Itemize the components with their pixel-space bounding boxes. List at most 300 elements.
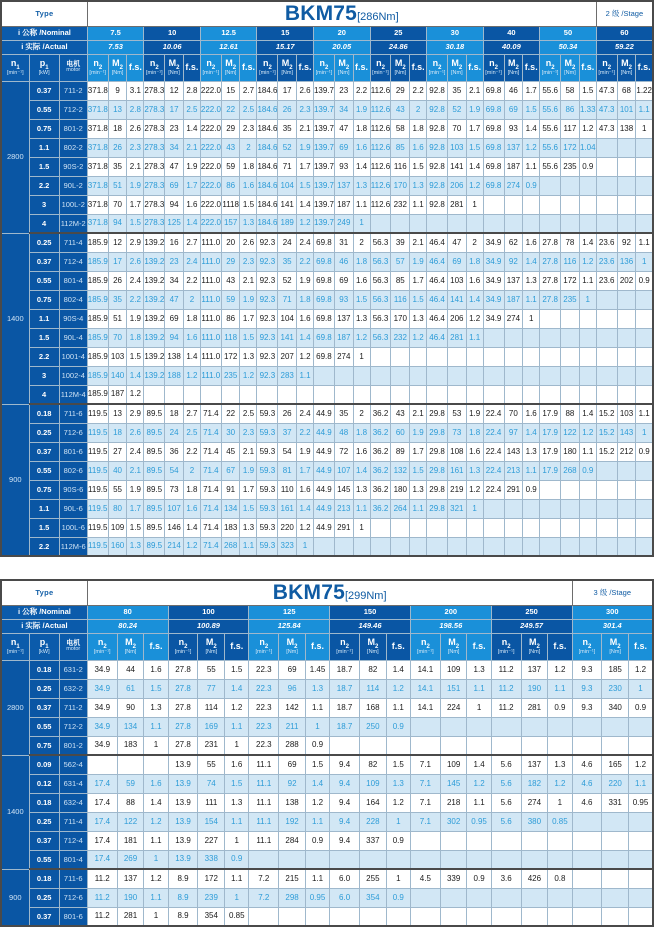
output-torque-value xyxy=(617,214,636,233)
output-speed-value: 34.9 xyxy=(483,252,504,271)
output-speed-value: 11.2 xyxy=(491,698,521,717)
output-torque-value: 165 xyxy=(602,755,629,774)
table-row xyxy=(1,385,653,404)
output-speed-header-unit: [min⁻¹] xyxy=(428,69,446,76)
service-factor-value: 1.1 xyxy=(410,499,427,518)
output-torque-value: 94 xyxy=(165,328,184,347)
service-factor-value: 0.9 xyxy=(579,157,596,176)
output-speed-header-unit: [min⁻¹] xyxy=(372,69,389,76)
output-torque-value: 274 xyxy=(504,176,523,195)
output-torque-value xyxy=(391,347,410,366)
output-speed-value xyxy=(596,290,617,309)
output-torque-header-symbol: $M_2$ xyxy=(394,57,406,71)
service-factor-value xyxy=(636,328,653,347)
output-speed-header-unit: [min⁻¹] xyxy=(485,69,502,76)
input-power-value: 0.55 xyxy=(29,100,59,119)
table-row xyxy=(1,480,653,499)
output-torque-value: 29 xyxy=(221,119,240,138)
output-speed-value: 139.2 xyxy=(144,233,165,252)
service-factor-value: 1.2 xyxy=(466,309,483,328)
output-torque-value: 202 xyxy=(617,271,636,290)
service-factor-value xyxy=(466,366,483,385)
service-factor-value xyxy=(410,537,427,556)
service-factor-value: 1.3 xyxy=(353,176,370,195)
output-speed-value xyxy=(540,518,561,537)
output-torque-header xyxy=(617,54,636,81)
output-speed-value: 22.4 xyxy=(483,461,504,480)
output-speed-value xyxy=(483,499,504,518)
service-factor-header xyxy=(523,54,540,81)
service-factor-value: 1.6 xyxy=(240,176,257,195)
output-speed-value: 92.3 xyxy=(257,271,278,290)
output-torque-value xyxy=(165,385,184,404)
output-speed-header-unit: [min⁻¹] xyxy=(541,69,559,76)
nominal-ratio-value: 125 xyxy=(249,605,330,619)
output-torque-value xyxy=(391,366,410,385)
output-speed-value: 14.1 xyxy=(410,660,440,679)
input-power-header-unit: [kW] xyxy=(38,648,50,655)
service-factor-value: 1.1 xyxy=(353,195,370,214)
output-torque-value xyxy=(617,328,636,347)
output-speed-value: 278.3 xyxy=(144,214,165,233)
output-torque-value xyxy=(440,850,467,869)
service-factor-value: 0.9 xyxy=(386,717,410,736)
service-factor-value: 1.5 xyxy=(353,290,370,309)
service-factor-value: 2.1 xyxy=(410,404,427,423)
output-speed-value: 13.9 xyxy=(168,755,198,774)
service-factor-value: 1.8 xyxy=(127,328,144,347)
output-speed-value: 13.9 xyxy=(168,774,198,793)
input-power-value: 0.75 xyxy=(29,736,59,755)
service-factor-value xyxy=(629,831,653,850)
output-speed-value: 44.9 xyxy=(313,518,334,537)
service-factor-value: 1.3 xyxy=(240,518,257,537)
output-torque-value: 26 xyxy=(278,100,297,119)
output-speed-value xyxy=(596,347,617,366)
output-torque-value: 45 xyxy=(221,442,240,461)
output-speed-value xyxy=(410,717,440,736)
output-torque-value: 187 xyxy=(504,290,523,309)
input-power-value: 0.18 xyxy=(29,404,59,423)
service-factor-value: 2.2 xyxy=(183,442,200,461)
service-factor-label: f.s. xyxy=(411,62,425,72)
output-speed-header-unit: [min⁻¹] xyxy=(336,648,353,655)
service-factor-value: 1 xyxy=(523,309,540,328)
output-speed-value: 27.8 xyxy=(168,717,198,736)
service-factor-value: 1.6 xyxy=(466,271,483,290)
output-speed-value: 29.8 xyxy=(427,461,448,480)
motor-type-value: 711-2 xyxy=(59,698,87,717)
table-row xyxy=(1,442,653,461)
output-speed-header xyxy=(87,633,117,660)
service-factor-value: 1.6 xyxy=(144,660,168,679)
service-factor-value: 1.6 xyxy=(523,404,540,423)
output-torque-value: 89 xyxy=(391,442,410,461)
output-torque-value: 55 xyxy=(198,755,225,774)
output-torque-value: 94 xyxy=(165,195,184,214)
table-row xyxy=(1,812,653,831)
service-factor-label: f.s. xyxy=(149,641,163,651)
service-factor-value: 1.2 xyxy=(144,869,168,888)
output-speed-header-unit: [min⁻¹] xyxy=(174,648,192,655)
output-speed-value: 92.3 xyxy=(257,309,278,328)
output-speed-value: 11.1 xyxy=(249,831,279,850)
output-torque-value xyxy=(617,157,636,176)
service-factor-value: 1 xyxy=(467,698,491,717)
input-power-header xyxy=(29,633,59,660)
output-torque-value xyxy=(360,907,387,926)
output-speed-value: 7.1 xyxy=(410,755,440,774)
input-power-value: 0.37 xyxy=(29,698,59,717)
output-speed-value: 92.3 xyxy=(257,233,278,252)
output-speed-value xyxy=(596,499,617,518)
output-speed-value: 371.8 xyxy=(87,176,108,195)
output-speed-header-symbol: $n_2$ xyxy=(501,636,511,650)
output-torque-value: 71 xyxy=(278,290,297,309)
nominal-ratio-value: 200 xyxy=(410,605,491,619)
output-torque-value: 183 xyxy=(221,518,240,537)
output-torque-value: 109 xyxy=(360,774,387,793)
output-speed-header xyxy=(410,633,440,660)
output-torque-value: 117 xyxy=(561,119,580,138)
output-torque-value xyxy=(117,755,144,774)
service-factor-value: 1.3 xyxy=(386,774,410,793)
output-torque-value: 35 xyxy=(278,252,297,271)
service-factor-value: 1 xyxy=(144,907,168,926)
output-speed-value: 8.9 xyxy=(168,869,198,888)
service-factor-value xyxy=(523,518,540,537)
service-factor-value xyxy=(466,385,483,404)
output-torque-value: 43 xyxy=(221,138,240,157)
output-torque-header-unit: [Nm] xyxy=(337,69,350,76)
service-factor-value: 0.9 xyxy=(636,271,653,290)
output-speed-value: 9.4 xyxy=(330,774,360,793)
output-torque-value xyxy=(521,831,548,850)
motor-type-value: 712-6 xyxy=(59,888,87,907)
service-factor-value xyxy=(548,850,572,869)
service-factor-value: 1.4 xyxy=(183,214,200,233)
output-torque-value: 181 xyxy=(117,831,144,850)
service-factor-value xyxy=(240,385,257,404)
nominal-ratio-value: 30 xyxy=(427,26,484,40)
output-speed-header xyxy=(87,54,108,81)
output-speed-value: 44.9 xyxy=(313,499,334,518)
output-speed-value: 69.8 xyxy=(313,252,334,271)
service-factor-value xyxy=(579,537,596,556)
input-speed-value: 2800 xyxy=(1,81,29,233)
output-speed-value: 13.9 xyxy=(168,812,198,831)
service-factor-value: 1.2 xyxy=(629,755,653,774)
nominal-ratio-label: i 公称 /Nominal xyxy=(1,26,87,40)
output-speed-value: 55.6 xyxy=(540,100,561,119)
output-torque-value: 60 xyxy=(391,423,410,442)
output-speed-value xyxy=(483,347,504,366)
output-torque-value: 26 xyxy=(108,138,127,157)
actual-ratio-value: 40.09 xyxy=(483,40,540,54)
output-torque-header xyxy=(278,54,297,81)
output-speed-value: 7.2 xyxy=(249,888,279,907)
output-torque-value xyxy=(521,888,548,907)
output-torque-value xyxy=(448,385,467,404)
output-speed-value: 69.8 xyxy=(313,328,334,347)
output-speed-value: 15.2 xyxy=(596,423,617,442)
service-factor-value xyxy=(297,385,314,404)
input-power-value: 0.25 xyxy=(29,423,59,442)
output-speed-header xyxy=(330,633,360,660)
output-torque-value: 74 xyxy=(198,774,225,793)
service-factor-value: 1.8 xyxy=(183,309,200,328)
output-speed-value: 4.6 xyxy=(572,755,602,774)
service-factor-value xyxy=(410,518,427,537)
output-torque-value: 231 xyxy=(198,736,225,755)
service-factor-value: 1.5 xyxy=(297,176,314,195)
service-factor-value: 1 xyxy=(297,537,314,556)
service-factor-value: 1.3 xyxy=(410,309,427,328)
output-speed-value: 278.3 xyxy=(144,119,165,138)
service-factor-value: 1.5 xyxy=(225,774,249,793)
output-torque-value: 94 xyxy=(108,214,127,233)
service-factor-value: 1.45 xyxy=(305,660,329,679)
input-power-value: 0.37 xyxy=(29,442,59,461)
output-speed-value: 69.8 xyxy=(483,119,504,138)
output-torque-value: 291 xyxy=(504,480,523,499)
output-speed-value: 34.9 xyxy=(483,233,504,252)
output-torque-value: 104 xyxy=(278,176,297,195)
output-speed-value: 185.9 xyxy=(87,309,108,328)
output-speed-value: 29.8 xyxy=(427,423,448,442)
service-factor-value xyxy=(579,518,596,537)
output-torque-value: 214 xyxy=(165,537,184,556)
output-torque-value xyxy=(602,869,629,888)
service-factor-value: 1.4 xyxy=(466,290,483,309)
output-speed-value: 371.8 xyxy=(87,195,108,214)
output-torque-value: 97 xyxy=(504,423,523,442)
service-factor-value: 1.2 xyxy=(305,793,329,812)
table-row xyxy=(1,537,653,556)
service-factor-header xyxy=(548,633,572,660)
output-speed-value: 9.4 xyxy=(330,755,360,774)
output-torque-value: 340 xyxy=(602,698,629,717)
output-speed-header-symbol: $n_2$ xyxy=(489,57,498,71)
output-speed-value xyxy=(596,461,617,480)
output-torque-value: 219 xyxy=(448,480,467,499)
output-torque-value xyxy=(448,537,467,556)
service-factor-value: 1.7 xyxy=(523,81,540,100)
input-power-value: 4 xyxy=(29,385,59,404)
output-speed-value xyxy=(540,385,561,404)
motor-type-value: 100L-6 xyxy=(59,518,87,537)
output-speed-value: 139.2 xyxy=(144,271,165,290)
service-factor-label: f.s. xyxy=(311,641,325,651)
output-speed-header-symbol: $n_2$ xyxy=(206,57,216,71)
output-torque-value: 227 xyxy=(198,831,225,850)
service-factor-value: 1.4 xyxy=(467,755,491,774)
output-speed-value: 185.9 xyxy=(87,271,108,290)
output-torque-value: 67 xyxy=(221,461,240,480)
service-factor-value: 1.9 xyxy=(240,461,257,480)
service-factor-value: 1.6 xyxy=(353,271,370,290)
output-torque-header-unit: [Nm] xyxy=(620,69,633,76)
output-torque-header-symbol: $M_2$ xyxy=(367,636,379,650)
output-torque-value: 426 xyxy=(521,869,548,888)
service-factor-value: 1.4 xyxy=(523,119,540,138)
output-torque-header-symbol: $M_2$ xyxy=(451,57,463,71)
output-speed-header-symbol: $n_2$ xyxy=(178,636,188,650)
output-speed-value: 112.6 xyxy=(370,157,391,176)
output-speed-value xyxy=(427,214,448,233)
output-torque-header-unit: [Nm] xyxy=(564,69,576,76)
output-torque-value: 109 xyxy=(440,660,467,679)
output-torque-value xyxy=(334,366,353,385)
service-factor-value xyxy=(466,347,483,366)
service-factor-value: 1.8 xyxy=(410,119,427,138)
motor-type-value: 712-6 xyxy=(59,423,87,442)
output-speed-header-unit: [min⁻¹] xyxy=(255,648,273,655)
output-speed-value: 8.9 xyxy=(168,888,198,907)
service-factor-value: 1.2 xyxy=(523,138,540,157)
output-speed-value: 119.5 xyxy=(87,423,108,442)
service-factor-value: 0.9 xyxy=(548,698,572,717)
output-torque-value: 220 xyxy=(602,774,629,793)
service-factor-value xyxy=(636,461,653,480)
output-torque-header-unit: [Nm] xyxy=(507,69,520,76)
table-row xyxy=(1,499,653,518)
output-torque-value: 164 xyxy=(360,793,387,812)
service-factor-value: 1 xyxy=(386,812,410,831)
actual-ratio-value: 80.24 xyxy=(87,619,168,633)
output-torque-value: 16 xyxy=(165,233,184,252)
output-torque-value: 268 xyxy=(221,537,240,556)
table-row xyxy=(1,869,653,888)
output-speed-value xyxy=(249,850,279,869)
service-factor-value: 3.1 xyxy=(127,81,144,100)
service-factor-value xyxy=(467,888,491,907)
input-speed-value: 1400 xyxy=(1,755,29,869)
output-torque-value: 35 xyxy=(278,119,297,138)
output-torque-header-unit: [Nm] xyxy=(111,69,124,76)
output-speed-value: 184.6 xyxy=(257,157,278,176)
service-factor-value: 1.2 xyxy=(386,679,410,698)
service-factor-value: 1.1 xyxy=(386,698,410,717)
input-power-value: 0.37 xyxy=(29,831,59,850)
output-speed-value: 89.5 xyxy=(144,480,165,499)
output-torque-header-symbol: $M_2$ xyxy=(225,57,237,71)
input-power-header-symbol: $p_1$ xyxy=(39,636,49,650)
output-torque-value: 13 xyxy=(108,404,127,423)
output-torque-value: 52 xyxy=(278,138,297,157)
output-torque-value: 36 xyxy=(165,442,184,461)
output-torque-value xyxy=(440,888,467,907)
output-torque-value xyxy=(504,195,523,214)
service-factor-value: 1 xyxy=(225,736,249,755)
output-torque-header-unit: [Nm] xyxy=(205,648,218,655)
output-speed-value: 56.3 xyxy=(370,271,391,290)
stage-label: 3 级 /Stage xyxy=(572,580,653,605)
service-factor-value: 1 xyxy=(466,195,483,214)
output-speed-value: 13.9 xyxy=(168,793,198,812)
service-factor-value: 2.7 xyxy=(240,81,257,100)
service-factor-value: 1.4 xyxy=(183,347,200,366)
output-torque-value: 69 xyxy=(334,138,353,157)
output-speed-header-unit: [min⁻¹] xyxy=(417,648,434,655)
output-torque-value: 206 xyxy=(448,309,467,328)
service-factor-label: f.s. xyxy=(637,62,651,72)
output-torque-value xyxy=(617,499,636,518)
service-factor-value: 1.9 xyxy=(410,423,427,442)
output-speed-value xyxy=(483,518,504,537)
service-factor-value: 1 xyxy=(548,793,572,812)
service-factor-value xyxy=(467,831,491,850)
output-speed-value: 184.6 xyxy=(257,81,278,100)
output-speed-value: 36.2 xyxy=(370,423,391,442)
model-name: BKM75 xyxy=(272,581,345,605)
output-speed-header-unit: [min⁻¹] xyxy=(315,69,333,76)
service-factor-value xyxy=(579,195,596,214)
service-factor-header xyxy=(466,54,483,81)
output-torque-value xyxy=(504,347,523,366)
output-torque-value: 59 xyxy=(117,774,144,793)
output-speed-value xyxy=(572,869,602,888)
output-torque-value: 18 xyxy=(108,119,127,138)
service-factor-value: 2.4 xyxy=(297,233,314,252)
service-factor-value: 1.6 xyxy=(183,328,200,347)
output-torque-header-unit: [Nm] xyxy=(367,648,379,655)
output-speed-value: 139.7 xyxy=(313,100,334,119)
input-power-value: 0.25 xyxy=(29,888,59,907)
service-factor-label: f.s. xyxy=(472,641,486,651)
output-speed-value: 184.6 xyxy=(257,214,278,233)
output-speed-value: 371.8 xyxy=(87,214,108,233)
output-speed-value: 59.3 xyxy=(257,518,278,537)
output-torque-value: 107 xyxy=(165,499,184,518)
output-speed-value: 185.9 xyxy=(87,366,108,385)
output-speed-value xyxy=(596,366,617,385)
service-factor-value: 2.2 xyxy=(297,252,314,271)
motor-header-en: motor xyxy=(66,67,81,74)
output-speed-value xyxy=(313,366,334,385)
output-torque-value xyxy=(561,518,580,537)
output-torque-value: 143 xyxy=(504,442,523,461)
service-factor-value: 2.1 xyxy=(183,138,200,157)
output-speed-value xyxy=(483,195,504,214)
service-factor-value xyxy=(629,907,653,926)
actual-ratio-value: 24.86 xyxy=(370,40,427,54)
service-factor-value xyxy=(636,480,653,499)
motor-type-value: 90S-2 xyxy=(59,157,87,176)
service-factor-value: 1.4 xyxy=(225,679,249,698)
service-factor-value: 1.33 xyxy=(579,100,596,119)
service-factor-value: 1.1 xyxy=(305,698,329,717)
output-speed-value: 119.5 xyxy=(87,499,108,518)
output-speed-value: 34.9 xyxy=(483,309,504,328)
service-factor-value: 1.6 xyxy=(144,774,168,793)
type-label-cell: Type xyxy=(1,580,87,605)
output-speed-header-symbol: $n_2$ xyxy=(432,57,442,71)
output-speed-value: 27.8 xyxy=(168,736,198,755)
service-factor-value: 1.5 xyxy=(410,290,427,309)
output-torque-value: 73 xyxy=(448,423,467,442)
service-factor-value xyxy=(636,347,653,366)
output-torque-value: 86 xyxy=(221,309,240,328)
output-speed-value xyxy=(410,850,440,869)
service-factor-value xyxy=(523,366,540,385)
output-speed-value: 29.8 xyxy=(427,404,448,423)
service-factor-value xyxy=(579,347,596,366)
output-torque-header-unit: [Nm] xyxy=(394,69,407,76)
output-torque-value: 232 xyxy=(391,195,410,214)
output-torque-value xyxy=(617,195,636,214)
service-factor-value: 1.1 xyxy=(636,404,653,423)
